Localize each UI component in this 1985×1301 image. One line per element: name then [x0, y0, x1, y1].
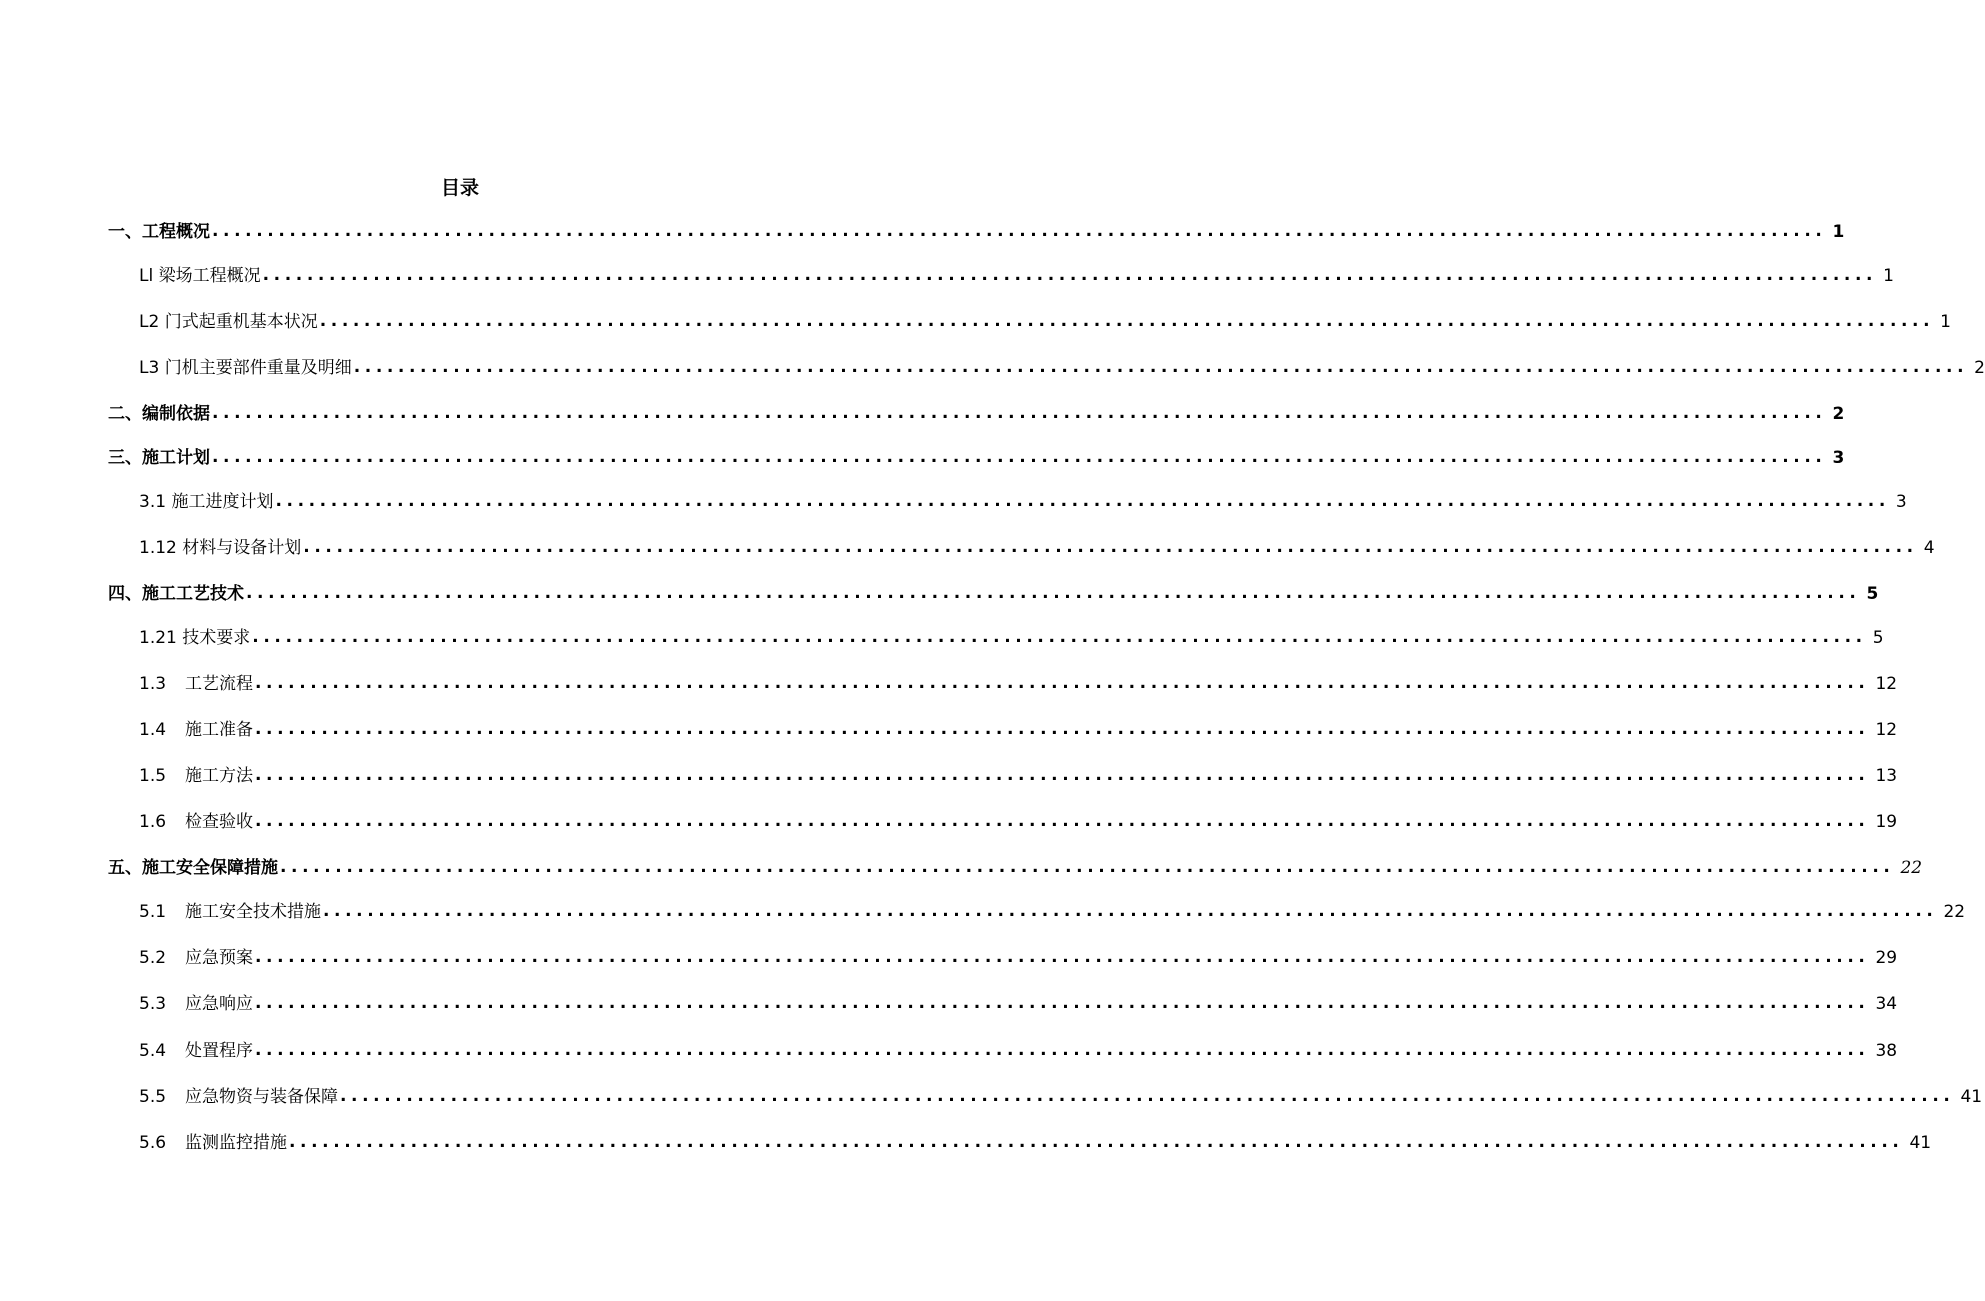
toc-entry-number: Ll — [139, 266, 159, 286]
toc-entry-label: 技术要求 — [182, 628, 251, 648]
toc-dot-leader: .................................................................................................................................................. — [255, 719, 1870, 739]
toc-dot-leader: .................................................................................................................................................. — [212, 221, 1827, 241]
toc-entry-page: 4 — [1923, 538, 1935, 558]
toc-entry-number: 5.1 — [139, 902, 167, 922]
toc-entry-page: 3 — [1895, 492, 1907, 512]
toc-entry-label: 施工计划 — [142, 448, 210, 468]
toc-entry-number: 1.4 — [139, 720, 167, 740]
toc-entry-4-4[interactable] — [139, 762, 1898, 788]
toc-entry-page: 5 — [1872, 628, 1884, 648]
toc-dot-leader: .................................................................................................................................................. — [255, 993, 1870, 1013]
toc-dot-leader: .................................................................................................................................................. — [255, 765, 1870, 785]
toc-entry-number: L3 — [139, 358, 165, 378]
toc-entry-label: 施工安全保障措施 — [142, 858, 278, 878]
toc-entry-label: 监测监控措施 — [185, 1133, 287, 1153]
toc-dot-leader: .................................................................................................................................................. — [319, 311, 1935, 331]
toc-entry-label: 工艺流程 — [185, 674, 253, 694]
toc-entry-label: 检查验收 — [185, 812, 253, 832]
toc-entry-label: 梁场工程概况 — [158, 266, 261, 286]
toc-entry-label: 处置程序 — [185, 1041, 253, 1061]
toc-entry-number: 3.1 — [139, 492, 172, 512]
toc-entry-1-3[interactable] — [139, 354, 1985, 380]
toc-entry-5-6[interactable] — [139, 1129, 1932, 1155]
toc-entry-5-1[interactable] — [139, 898, 1966, 924]
toc-entry-label: 施工准备 — [185, 720, 253, 740]
toc-entry-label: 施工进度计划 — [171, 492, 274, 512]
toc-dot-leader: .................................................................................................................................................. — [275, 491, 1890, 511]
toc-entry-number: 一、 — [108, 222, 142, 242]
toc-entry-5-2[interactable] — [139, 944, 1898, 970]
toc-dot-leader: .................................................................................................................................................. — [246, 583, 1861, 603]
toc-entry-label: 应急预案 — [185, 948, 253, 968]
toc-entry-number: 1.12 — [139, 538, 183, 558]
toc-entry-section-5[interactable] — [108, 854, 1923, 880]
toc-dot-leader: .................................................................................................................................................. — [289, 1132, 1904, 1152]
toc-entry-page: 1 — [1883, 266, 1894, 286]
toc-entry-page: 12 — [1875, 720, 1898, 740]
toc-entry-section-3[interactable] — [108, 444, 1845, 470]
toc-entry-number: 5.2 — [139, 948, 167, 968]
toc-entry-number: 1.21 — [139, 628, 183, 648]
toc-entry-number: 二、 — [108, 404, 142, 424]
toc-dot-leader: .................................................................................................................................................. — [255, 1040, 1870, 1060]
toc-entry-4-2[interactable] — [139, 670, 1898, 696]
toc-entry-page: 1 — [1832, 222, 1845, 242]
toc-entry-label: 施工工艺技术 — [142, 584, 244, 604]
toc-dot-leader: .................................................................................................................................................. — [353, 357, 1969, 377]
toc-entry-3-2[interactable] — [139, 534, 1935, 560]
toc-entry-page: 22 — [1943, 902, 1966, 922]
toc-dot-leader: .................................................................................................................................................. — [252, 627, 1867, 647]
toc-entry-4-1[interactable] — [139, 624, 1884, 650]
toc-entry-label: 应急物资与装备保障 — [185, 1087, 338, 1107]
toc-entry-page: 12 — [1875, 674, 1898, 694]
toc-entry-page: 2 — [1832, 404, 1845, 424]
toc-dot-leader: .................................................................................................................................................. — [212, 403, 1827, 423]
toc-entry-label: 门式起重机基本状况 — [164, 312, 318, 332]
toc-dot-leader: .................................................................................................................................................. — [255, 811, 1870, 831]
toc-dot-leader: .................................................................................................................................................. — [255, 673, 1870, 693]
toc-entry-4-5[interactable] — [139, 808, 1898, 834]
toc-entry-page: 2 — [1974, 358, 1985, 378]
toc-entry-3-1[interactable] — [139, 488, 1907, 514]
toc-entry-5-5[interactable] — [139, 1083, 1983, 1109]
toc-entry-label: 编制依据 — [142, 404, 210, 424]
toc-entry-number: L2 — [139, 312, 165, 332]
toc-entry-number: 5.5 — [139, 1087, 167, 1107]
toc-entry-number: 5.4 — [139, 1041, 167, 1061]
toc-entry-4-3[interactable] — [139, 716, 1898, 742]
toc-entry-page: 3 — [1832, 448, 1845, 468]
toc-entry-label: 材料与设备计划 — [182, 538, 302, 558]
page-title: 目录 — [440, 177, 479, 199]
toc-entry-page: 1 — [1940, 312, 1951, 332]
toc-entry-label: 门机主要部件重量及明细 — [164, 358, 352, 378]
toc-entry-label: 应急响应 — [185, 994, 253, 1014]
toc-entry-page: 22 — [1900, 858, 1923, 878]
toc-entry-number: 1.3 — [139, 674, 167, 694]
toc-entry-label: 施工方法 — [185, 766, 253, 786]
toc-entry-page: 19 — [1875, 812, 1898, 832]
toc-entry-page: 41 — [1960, 1087, 1983, 1107]
toc-entry-number: 五、 — [108, 858, 142, 878]
toc-entry-page: 29 — [1875, 948, 1898, 968]
toc-entry-number: 5.6 — [139, 1133, 167, 1153]
toc-entry-section-2[interactable] — [108, 400, 1845, 426]
toc-dot-leader: .................................................................................................................................................. — [303, 537, 1918, 557]
toc-entry-page: 38 — [1875, 1041, 1898, 1061]
toc-entry-section-4[interactable] — [108, 580, 1879, 606]
toc-entry-number: 三、 — [108, 448, 142, 468]
toc-dot-leader: .................................................................................................................................................. — [255, 947, 1870, 967]
toc-entry-1-2[interactable] — [139, 308, 1951, 334]
toc-dot-leader: .................................................................................................................................................. — [323, 901, 1938, 921]
toc-entry-5-3[interactable] — [139, 990, 1898, 1016]
toc-entry-5-4[interactable] — [139, 1037, 1898, 1063]
toc-entry-label: 施工安全技术措施 — [185, 902, 321, 922]
toc-entry-number: 四、 — [108, 584, 142, 604]
toc-entry-1-1[interactable] — [139, 262, 1894, 288]
toc-entry-label: 工程概况 — [142, 222, 210, 242]
toc-entry-page: 13 — [1875, 766, 1898, 786]
toc-entry-number: 1.5 — [139, 766, 167, 786]
toc-entry-number: 5.3 — [139, 994, 167, 1014]
toc-dot-leader: .................................................................................................................................................. — [212, 447, 1827, 467]
toc-entry-page: 34 — [1875, 994, 1898, 1014]
toc-dot-leader: .................................................................................................................................................. — [262, 265, 1878, 285]
toc-entry-section-1[interactable] — [108, 218, 1845, 244]
toc-entry-page: 41 — [1909, 1133, 1932, 1153]
toc-dot-leader: .................................................................................................................................................. — [280, 857, 1895, 877]
toc-dot-leader: .................................................................................................................................................. — [340, 1086, 1955, 1106]
toc-entry-number: 1.6 — [139, 812, 167, 832]
toc-entry-page: 5 — [1866, 584, 1879, 604]
